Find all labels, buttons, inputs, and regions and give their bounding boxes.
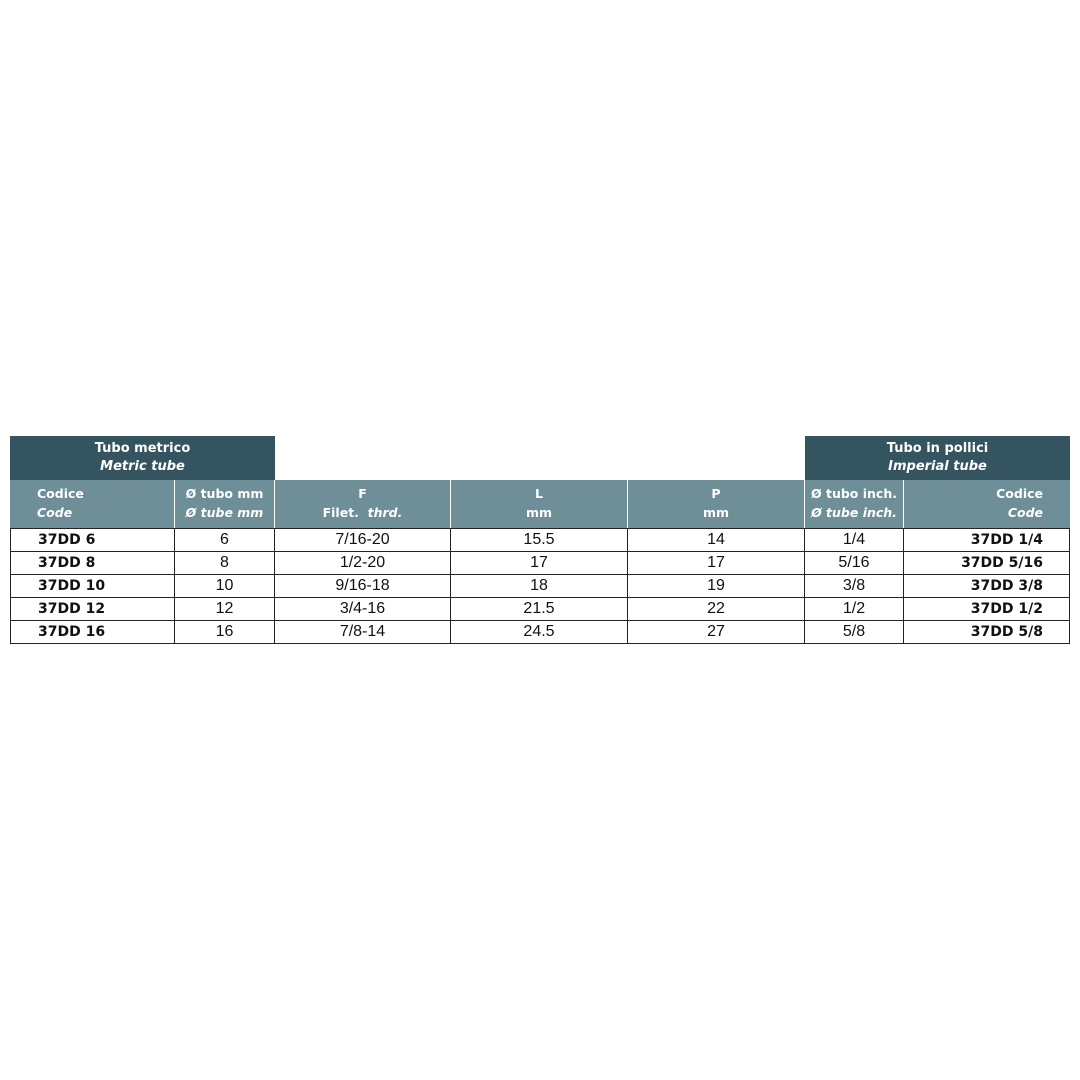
column-header-label-en: Ø tube mm	[185, 505, 264, 520]
cell-thread: 7/8-14	[275, 621, 451, 643]
cell-tube-inch: 1/2	[805, 598, 904, 620]
cell-code-imperial: 37DD 5/16	[904, 552, 1070, 574]
table-row	[10, 552, 1070, 575]
column-header-label: F	[358, 486, 367, 501]
column-header-unit: mm	[525, 505, 553, 520]
cell-code-metric: 37DD 16	[10, 621, 175, 643]
cell-P: 19	[628, 575, 805, 597]
cell-thread: 7/16-20	[275, 529, 451, 551]
table-row	[10, 598, 1070, 621]
cell-thread: 9/16-18	[275, 575, 451, 597]
column-header-label-en: Code	[1007, 505, 1043, 520]
cell-tube-mm: 6	[175, 529, 275, 551]
cell-tube-mm: 10	[175, 575, 275, 597]
column-header-unit: mm	[702, 505, 730, 520]
cell-P: 14	[628, 529, 805, 551]
column-header-label-en: Ø tube inch.	[811, 505, 897, 520]
cell-tube-mm: 16	[175, 621, 275, 643]
cell-L: 24.5	[451, 621, 628, 643]
column-header-P	[628, 480, 805, 528]
group-header-imperial	[805, 436, 1070, 480]
cell-code-imperial: 37DD 3/8	[904, 575, 1070, 597]
cell-thread: 3/4-16	[275, 598, 451, 620]
cell-L: 21.5	[451, 598, 628, 620]
cell-L: 17	[451, 552, 628, 574]
column-header-label-sub	[275, 503, 450, 522]
table-row	[10, 529, 1070, 552]
dimensions-table	[10, 436, 1070, 644]
cell-tube-inch: 5/16	[805, 552, 904, 574]
group-imperial-name-en: Imperial tube	[888, 459, 987, 474]
group-metric-name: Tubo metrico	[94, 441, 191, 456]
cell-tube-inch: 5/8	[805, 621, 904, 643]
cell-thread: 1/2-20	[275, 552, 451, 574]
cell-code-imperial: 37DD 1/2	[904, 598, 1070, 620]
cell-L: 15.5	[451, 529, 628, 551]
cell-code-metric: 37DD 10	[10, 575, 175, 597]
column-header-row	[10, 480, 1070, 528]
column-header-label: P	[711, 486, 721, 501]
column-header-label-en: Code	[37, 505, 73, 520]
cell-tube-mm: 12	[175, 598, 275, 620]
cell-P: 27	[628, 621, 805, 643]
cell-tube-mm: 8	[175, 552, 275, 574]
cell-code-metric: 37DD 8	[10, 552, 175, 574]
column-header-thread	[275, 480, 451, 528]
cell-tube-inch: 3/8	[805, 575, 904, 597]
column-header-code-imperial	[904, 480, 1070, 528]
cell-code-metric: 37DD 6	[10, 529, 175, 551]
column-header-tube-mm	[175, 480, 275, 528]
cell-tube-inch: 1/4	[805, 529, 904, 551]
column-header-code-metric	[10, 480, 175, 528]
group-imperial-name: Tubo in pollici	[886, 441, 989, 456]
group-header-row	[10, 436, 1070, 480]
column-header-label-en: thrd.	[367, 505, 403, 520]
group-metric-name-en: Metric tube	[100, 459, 185, 474]
cell-code-metric: 37DD 12	[10, 598, 175, 620]
cell-P: 22	[628, 598, 805, 620]
cell-P: 17	[628, 552, 805, 574]
cell-code-imperial: 37DD 5/8	[904, 621, 1070, 643]
column-header-label: Ø tubo inch.	[811, 486, 897, 501]
table-row	[10, 621, 1070, 644]
column-header-label: Ø tubo mm	[185, 486, 264, 501]
group-header-metric	[10, 436, 275, 480]
cell-code-imperial: 37DD 1/4	[904, 529, 1070, 551]
column-header-label: Codice	[37, 486, 84, 501]
table-body	[10, 528, 1070, 644]
cell-L: 18	[451, 575, 628, 597]
column-header-tube-inch	[805, 480, 904, 528]
table-row	[10, 575, 1070, 598]
column-header-label: L	[535, 486, 543, 501]
column-header-label-it: Filet.	[322, 505, 359, 520]
column-header-label: Codice	[996, 486, 1043, 501]
column-header-L	[451, 480, 628, 528]
